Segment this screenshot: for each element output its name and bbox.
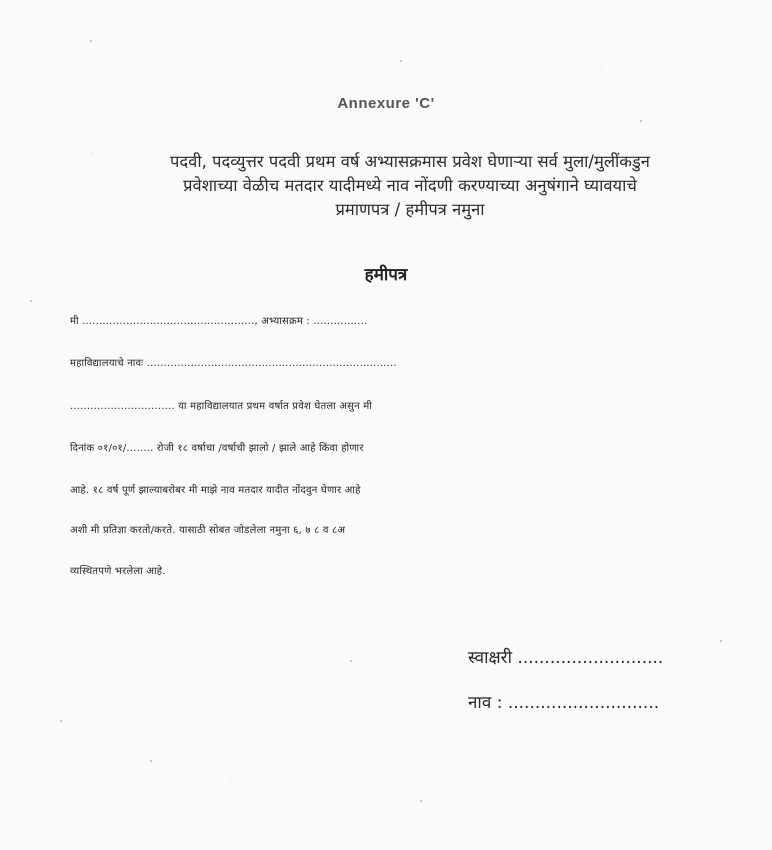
signature-line: स्वाक्षरी ........................... [468,648,664,668]
scan-speck [420,800,422,802]
date-line: दिनांक ०१/०१/........ रोजी १८ वर्षाचा /वर्षाची झालो / झाले आहे किंवा होणार [70,443,364,454]
annexure-title: Annexure 'C' [337,95,435,112]
scan-speck [350,660,352,662]
scan-speck [30,300,32,302]
name-line: नाव : ............................ [468,693,660,713]
name-course-line: मी ..................................................., अभ्यासक्रम : ................ [70,316,368,327]
scan-speck [400,60,402,62]
intro-line: पदवी, पदव्युत्तर पदवी प्रथम वर्ष अभ्यासक्रमास प्रवेश घेणाऱ्या सर्व मुला/मुलींकडुन [170,152,650,171]
declaration-line: अशी मी प्रतिज्ञा करतो/करते. यासाठी सोबत जोडलेला नमुना ६, ७ ८ व ८अ [70,525,346,536]
scan-speck [640,120,642,122]
declaration-line: व्यस्थितपणे भरलेला आहे. [70,566,166,577]
scan-speck [90,40,92,42]
scan-speck [720,640,722,642]
intro-block [60,150,760,222]
scan-speck [60,720,62,722]
document-heading: हमीपत्र [364,265,408,285]
college-name-line: महाविद्यालयाचे नावः .......................................................................... [70,358,397,369]
declaration-line: आहे. १८ वर्ष पूर्ण झाल्याबरोबर मी माझे नाव मतदार यादीत नोंदवुन घेणार आहे [70,485,361,496]
intro-line: प्रमाणपत्र / हमीपत्र नमुना [335,200,485,219]
intro-line: प्रवेशाच्या वेळीच मतदार यादीमध्ये नाव नोंदणी करण्याच्या अनुषंगाने घ्यावयाचे [183,176,637,195]
scan-speck [150,760,152,762]
admission-line: ............................... या महाविद्यालयात प्रथम वर्षात प्रवेश घेतला असुन मी [70,401,372,412]
